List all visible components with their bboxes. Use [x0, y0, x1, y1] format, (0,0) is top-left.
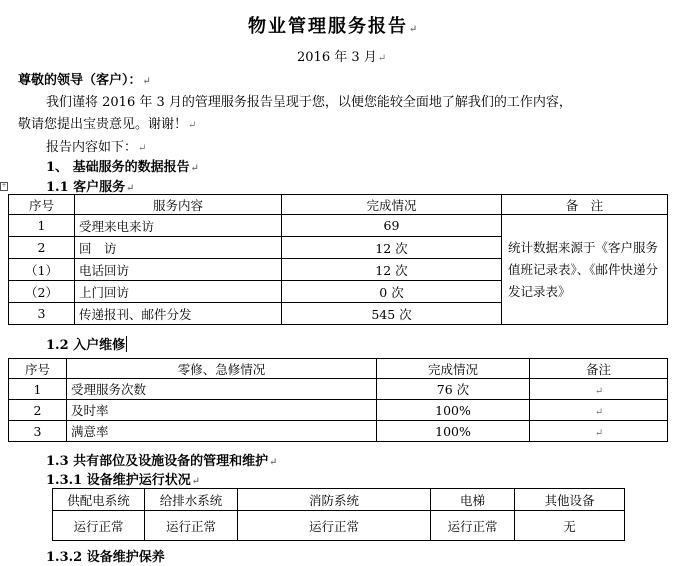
row-number: 2	[9, 400, 67, 421]
intro-line-2: 敬请您提出宝贵意见。谢谢！↵	[18, 117, 197, 132]
header-cell: 给排水系统	[145, 489, 238, 511]
remark-cell: ↵	[530, 379, 668, 400]
header-cell: 其他设备	[515, 489, 625, 511]
header-cell: 零修、急修情况	[67, 359, 377, 379]
row-number: 1	[9, 379, 67, 400]
subsection-1-3-heading: 1.3 共有部位及设施设备的管理和维护↵	[46, 454, 278, 469]
completion-value: 12 次	[282, 237, 502, 259]
completion-value: 545 次	[282, 303, 502, 325]
status-value: 运行正常	[431, 511, 515, 541]
salutation: 尊敬的领导（客户）：↵	[18, 73, 151, 88]
table-row	[9, 400, 668, 421]
remark-cell: 统计数据来源于《客户服务值班记录表》、《邮件快递分发记录表》	[502, 215, 668, 325]
header-cell: 序号	[9, 195, 75, 215]
row-number: （2）	[9, 281, 75, 303]
repair-table	[8, 358, 668, 442]
header-cell: 完成情况	[282, 195, 502, 215]
completion-value: 0 次	[282, 281, 502, 303]
repair-item: 满意率	[67, 421, 377, 442]
service-item: 传递报刊、邮件分发	[75, 303, 282, 325]
page-title: 物业管理服务报告↵	[248, 16, 420, 37]
header-cell: 备 注	[502, 195, 668, 215]
remark-cell: ↵	[530, 421, 668, 442]
status-value: 无	[515, 511, 625, 541]
completion-value: 100%	[377, 421, 530, 442]
row-number: 3	[9, 303, 75, 325]
service-item: 受理来电来访	[75, 215, 282, 237]
report-lead: 报告内容如下：↵	[46, 140, 147, 155]
table-row	[9, 215, 668, 237]
subsection-1-2-heading[interactable]: 1.2 入户维修	[46, 338, 126, 353]
status-value: 运行正常	[238, 511, 431, 541]
intro-line-1: 我们谨将 2016 年 3 月的管理服务报告呈现于您，以便您能较全面地了解我们的工作内容，	[46, 95, 572, 110]
row-number: （1）	[9, 259, 75, 281]
header-cell: 完成情况	[377, 359, 530, 379]
text-caret	[126, 336, 127, 352]
status-value: 运行正常	[53, 511, 145, 541]
table-row	[9, 421, 668, 442]
header-cell: 备注	[530, 359, 668, 379]
row-number: 3	[9, 421, 67, 442]
table-row	[53, 511, 625, 541]
report-date: 2016 年 3 月↵	[297, 50, 387, 65]
completion-value: 69	[282, 215, 502, 237]
section-1-heading: 1、 基础服务的数据报告↵	[46, 160, 199, 175]
header-cell: 消防系统	[238, 489, 431, 511]
status-value: 运行正常	[145, 511, 238, 541]
customer-service-table	[8, 194, 668, 325]
row-number: 2	[9, 237, 75, 259]
table-anchor-icon: +	[1, 182, 7, 189]
header-cell: 服务内容	[75, 195, 282, 215]
completion-value: 76 次	[377, 379, 530, 400]
repair-item: 及时率	[67, 400, 377, 421]
equipment-status-table	[52, 488, 625, 541]
header-cell: 电梯	[431, 489, 515, 511]
service-item: 上门回访	[75, 281, 282, 303]
subsection-1-1-heading: 1.1 客户服务↵	[46, 180, 135, 195]
completion-value: 100%	[377, 400, 530, 421]
completion-value: 12 次	[282, 259, 502, 281]
subsection-1-3-1-heading: 1.3.1 设备维护运行状况↵	[46, 473, 201, 488]
header-cell: 序号	[9, 359, 67, 379]
row-number: 1	[9, 215, 75, 237]
repair-item: 受理服务次数	[67, 379, 377, 400]
table-row	[9, 379, 668, 400]
service-item: 回 访	[75, 237, 282, 259]
subsection-1-3-2-heading: 1.3.2 设备维护保养	[46, 550, 165, 565]
service-item: 电话回访	[75, 259, 282, 281]
header-cell: 供配电系统	[53, 489, 145, 511]
remark-cell: ↵	[530, 400, 668, 421]
